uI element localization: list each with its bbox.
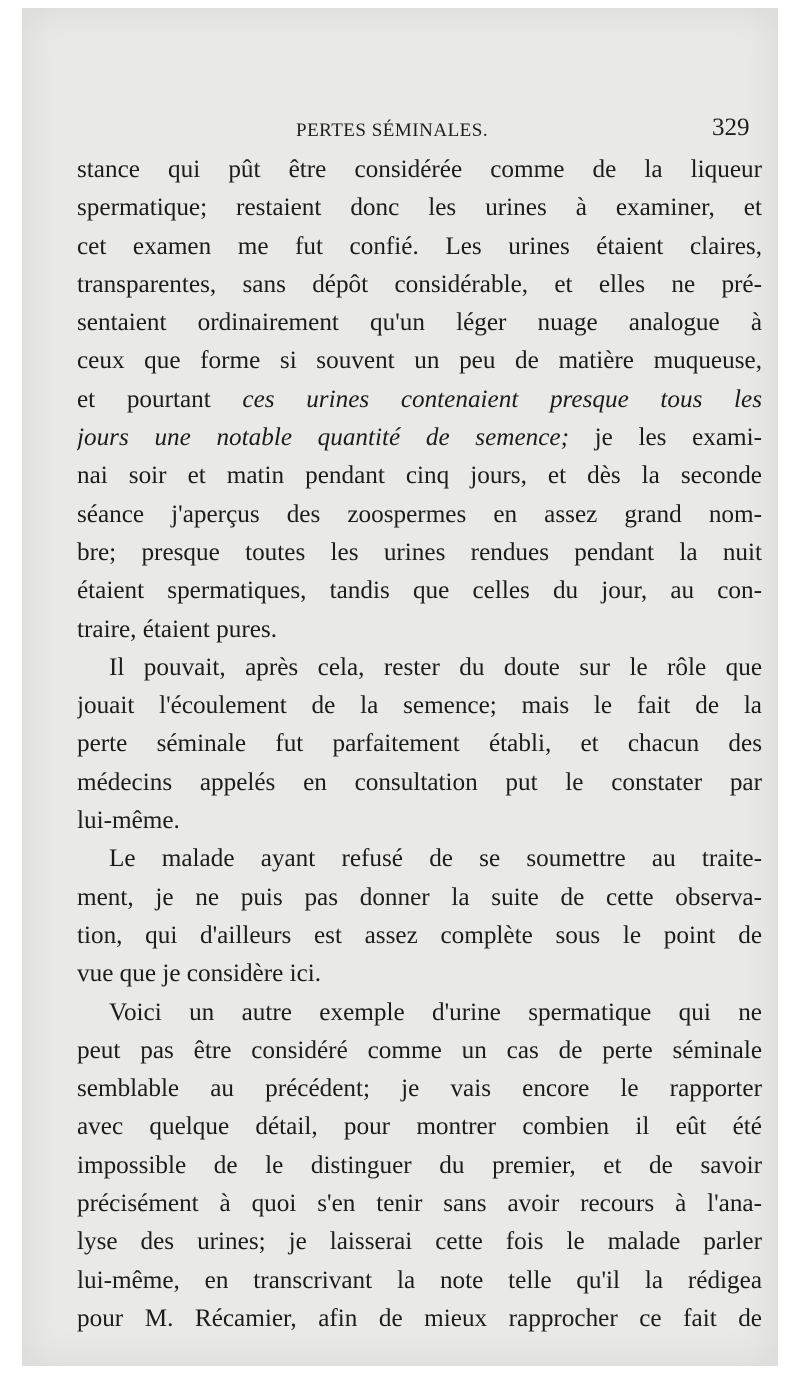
text-line: jouait l'écoulement de la semence; mais le fait de la	[77, 692, 762, 720]
text-line: sentaient ordinairement qu'un léger nuage analogue à	[77, 309, 762, 337]
page-number: 329	[712, 114, 750, 141]
text-line: peut pas être considéré comme un cas de perte séminale	[77, 1036, 762, 1064]
text-line-mixed	[77, 419, 762, 457]
text-line: étaient spermatiques, tandis que celles du jour, au con-	[77, 577, 762, 605]
text-line: ceux que forme si souvent un peu de matière muqueuse,	[77, 347, 762, 375]
text-line-last: lui-même.	[77, 807, 180, 835]
text-line: cet examen me fut confié. Les urines étaient claires,	[77, 232, 762, 260]
text-line: tion, qui d'ailleurs est assez complète sous le point de	[77, 921, 762, 949]
text-italic: jours une notable quantité de semence;	[77, 424, 569, 452]
text-roman: et pourtant	[77, 385, 243, 413]
running-head-title: PERTES SÉMINALES.	[296, 120, 489, 141]
text-line: bre; presque toutes les urines rendues pendant la nuit	[77, 538, 762, 566]
body-text	[77, 151, 762, 1338]
text-line: avec quelque détail, pour montrer combien il eût été	[77, 1113, 762, 1141]
text-line: lyse des urines; je laisserai cette fois le malade parler	[77, 1228, 762, 1256]
text-line: ment, je ne puis pas donner la suite de cette observa-	[77, 883, 762, 911]
text-line: lui-même, en transcrivant la note telle qu'il la rédigea	[77, 1266, 762, 1294]
text-line: perte séminale fut parfaitement établi, et chacun des	[77, 730, 762, 758]
text-line-last: traire, étaient pures.	[77, 615, 277, 643]
text-line: nai soir et matin pendant cinq jours, et dès la seconde	[77, 462, 762, 490]
text-roman: je les exami-	[568, 424, 762, 452]
text-line: stance qui pût être considérée comme de la liqueur	[77, 156, 762, 183]
paragraph-start: Il pouvait, après cela, rester du doute sur le rôle que	[109, 653, 762, 681]
text-line: médecins appelés en consultation put le constater par	[77, 768, 762, 796]
paragraph-start: Voici un autre exemple d'urine spermatique qui ne	[109, 998, 762, 1026]
text-italic: ces urines contenaient presque tous les	[242, 385, 762, 413]
text-line: pour M. Récamier, afin de mieux rapprocher ce fait de	[77, 1304, 762, 1332]
text-line: impossible de le distinguer du premier, et de savoir	[77, 1151, 762, 1179]
text-line: semblable au précédent; je vais encore le rapporter	[77, 1075, 762, 1103]
running-head	[22, 110, 778, 146]
text-line-mixed	[77, 381, 762, 419]
book-page	[22, 8, 778, 1366]
text-line-last: vue que je considère ici.	[77, 960, 322, 988]
text-line: transparentes, sans dépôt considérable, et elles ne pré-	[77, 270, 762, 298]
paragraph-start: Le malade ayant refusé de se soumettre au traite-	[109, 845, 762, 873]
text-line: précisément à quoi s'en tenir sans avoir recours à l'ana-	[77, 1190, 762, 1218]
text-line: séance j'aperçus des zoospermes en assez grand nom-	[77, 500, 762, 528]
text-line: spermatique; restaient donc les urines à examiner, et	[77, 194, 762, 222]
